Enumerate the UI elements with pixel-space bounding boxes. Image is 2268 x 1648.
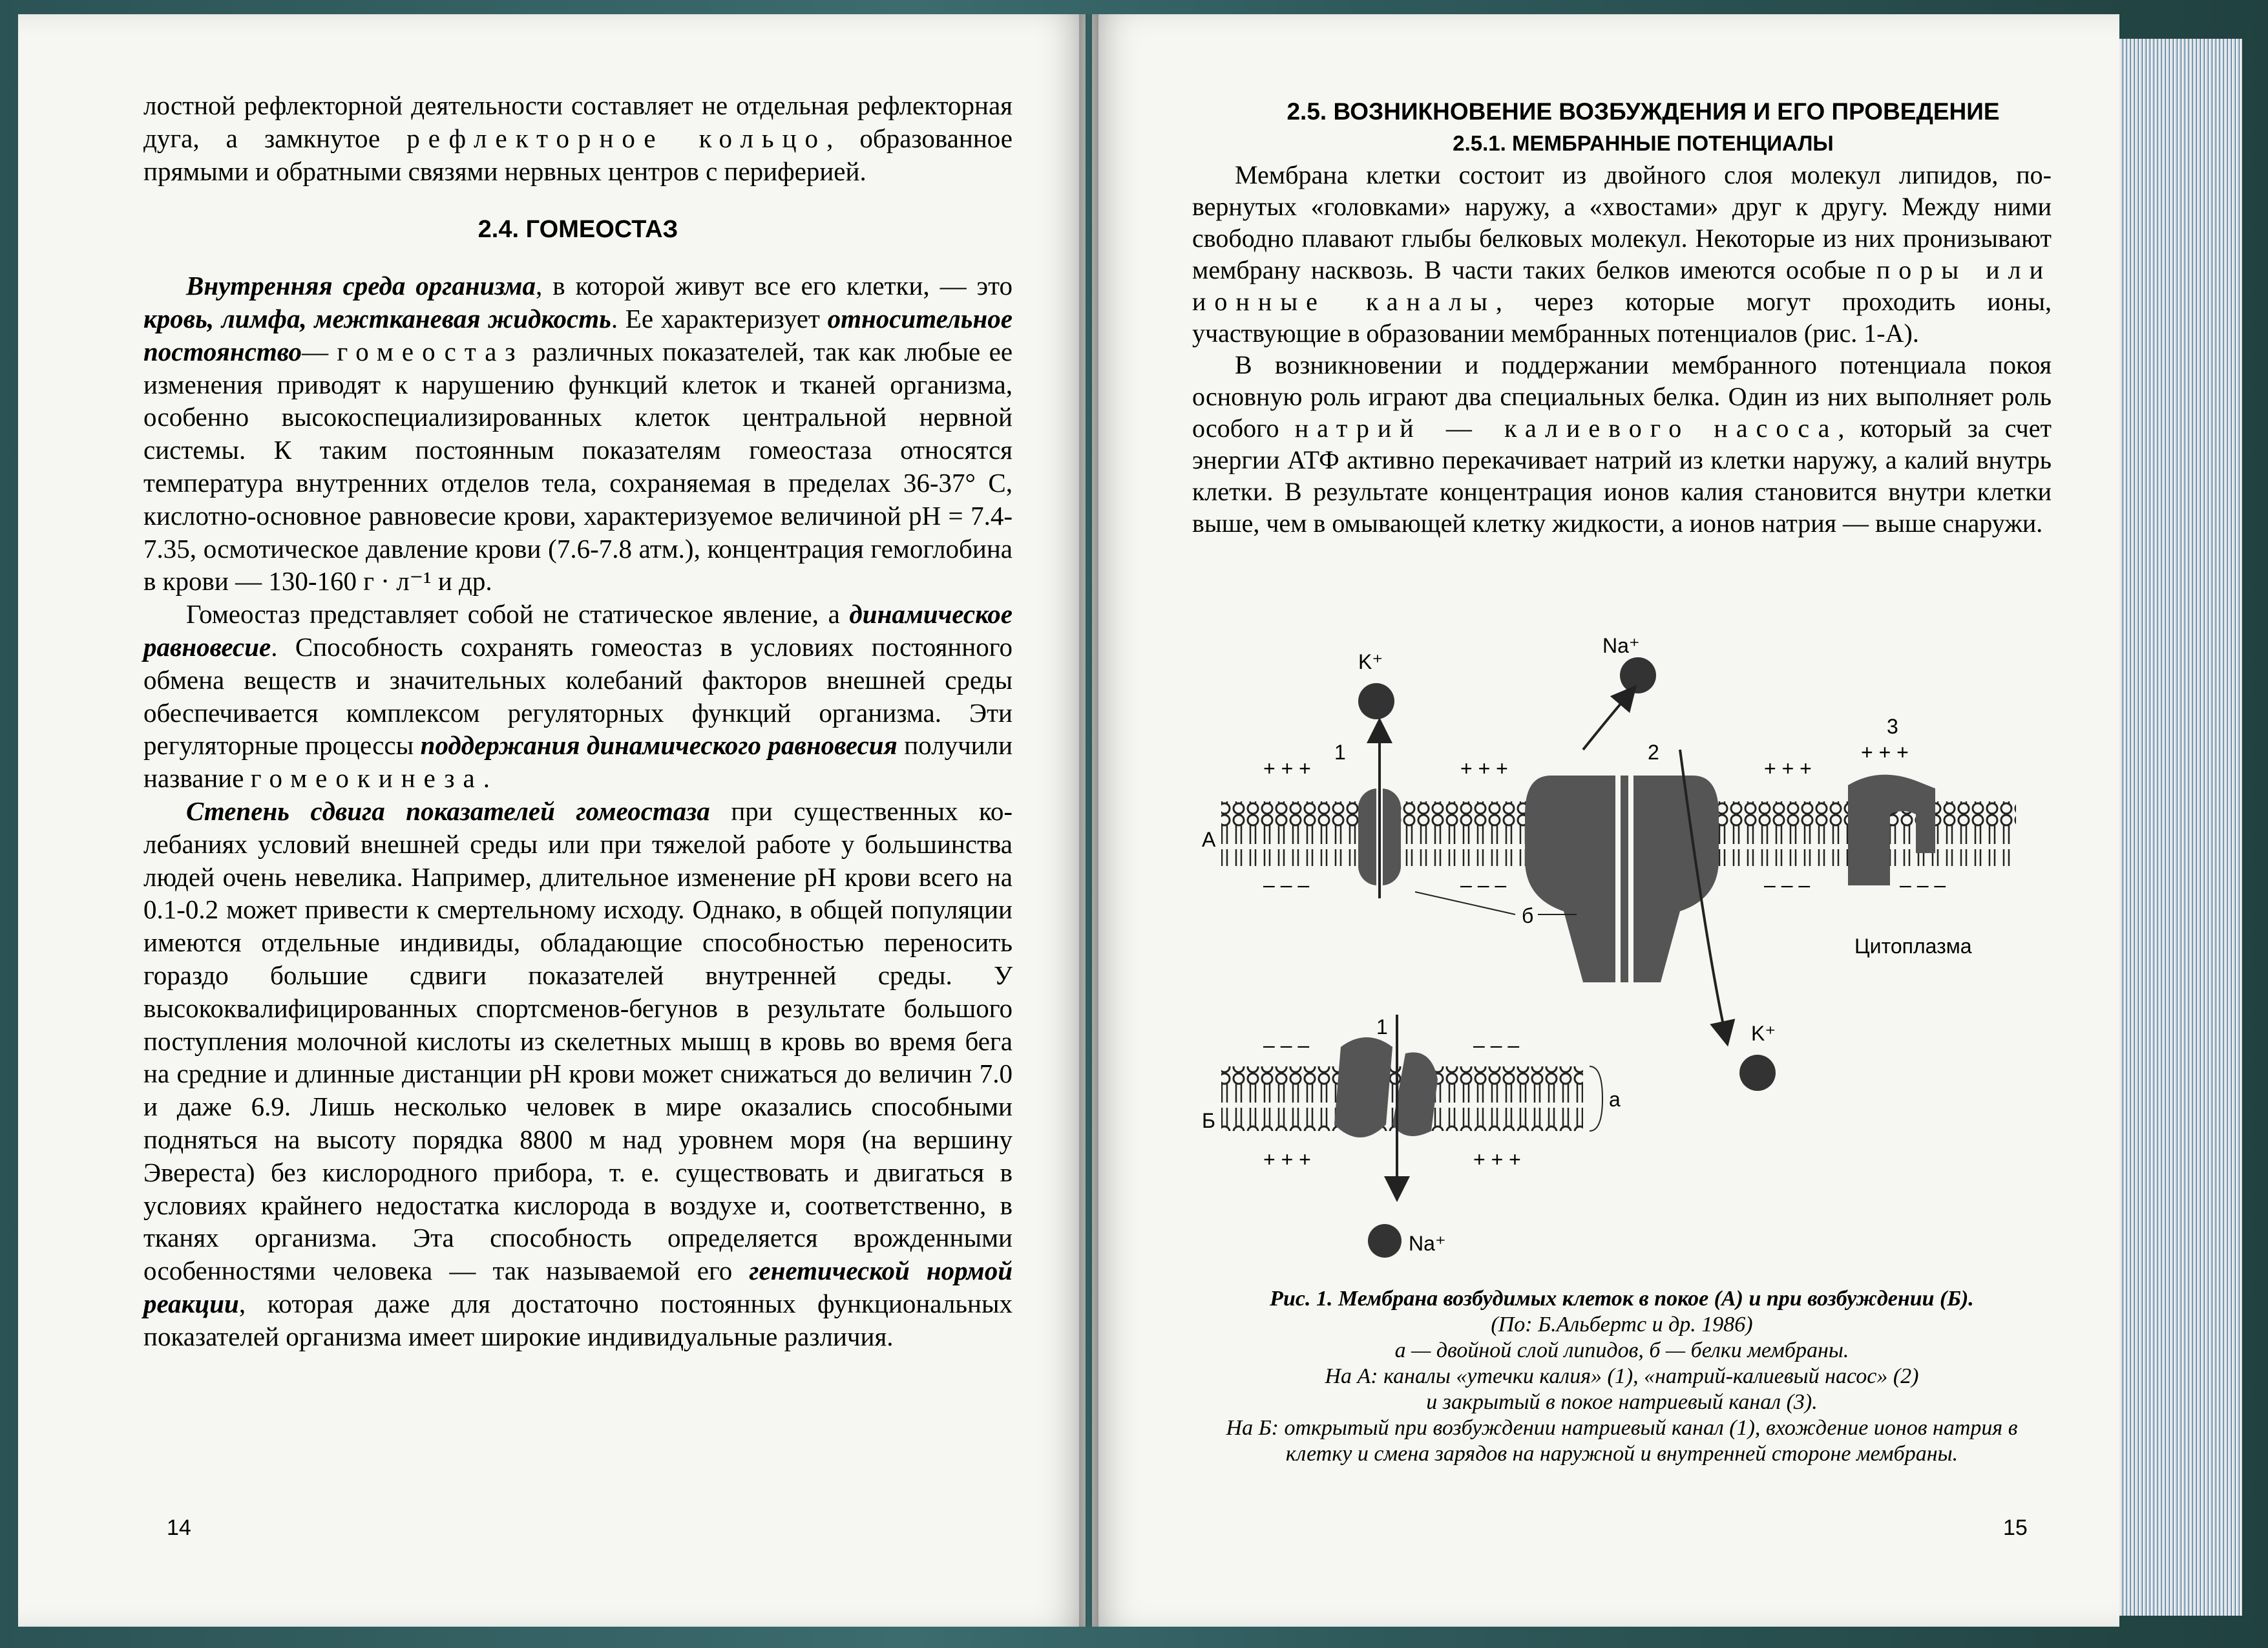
section-heading: 2.4. ГОМЕОСТАЗ (478, 216, 678, 244)
paragraph: Степень сдвига показателей гомеостаза при существенных колебаниях условий внешней среды или при тяжелой работе у большинства людей очень невелика. Например, длительное изменение pH крови всего на 0.1-0.2 может привести к смертельному исходу. Однако, в общей популяции имеются отдельные индивиды, обладающие способностью переносить гораздо большие сдвиги показателей внутренней среды. У высококвалифицированных спортсменов-бегунов в результате большого поступления молочной кислоты из скелетных мышц в кровь во время бега на средние и длинные дистанции pH крови может снижаться до величин 7.0 и даже 6.9. Лишь несколько человек в мире оказались способными подняться на высоту порядка 8800 м над уровнем моря (на вершину Эвереста) без кислородного прибора, т. е. существовать и двигаться в условиях крайнего недостатка кислорода в воздухе и, соответственно, в тканях организма. Эта способность определяется врожденными особенностями человека — так называемой его генетической нормой реакции, которая даже для достаточно постоянных функциональных показателей организма имеет широкие индивидуальные различия. (143, 796, 1013, 1351)
sodium-label: Na⁺ (1602, 634, 1640, 657)
paragraph: В возникновении и поддержании мембранного потенциала покоя основную роль играют два специальных белка. Один из них выполняет роль особого натрий — калиевого насоса, который за счет энергии АТФ активно перекачивает натрий из клетки наружу, а калий внутрь клетки. В результате концентрация ионов калия становится внутри клетки выше, чем в омывающей клетку жидкости, а ионов натрия — выше снаружи. (1192, 350, 2052, 538)
paragraph: Внутренняя среда организма, в которой живут все его клетки, — это кровь, лимфа, межтканевая жидкость. Ее характеризует относительное постоянство— гомеостаз различных показателей, так как любые ее изменения приводят к нарушению функций клеток и тканей организма, особенно высокоспециализированных клеток центральной нервной системы. К таким постоянным показателям гомеостаза относятся температура внутренних отделов тела, сохраняемая в пределах 36-37° С, кислотно-основное равновесие крови, характеризуемое величиной pH = 7.4-7.35, осмотическое давление крови (7.6-7.8 атм.), концентрация гемоглобина в крови — 130-160 г · л⁻¹ и др. (143, 271, 1013, 597)
potassium-ion (1739, 1055, 1776, 1091)
minus-charges: – – – (1473, 1033, 1520, 1057)
membrane-diagram (1189, 620, 2048, 1267)
membrane-figure (1189, 620, 2048, 1267)
open-sodium-channel (1334, 1037, 1392, 1137)
cytoplasm-label: Цитоплазма (1854, 935, 1972, 958)
minus-charges: – – – (1263, 873, 1310, 896)
sodium-ion (1368, 1224, 1402, 1258)
plus-charges: + + + (1263, 1148, 1311, 1171)
sodium-ion (1620, 657, 1656, 693)
page-number: 14 (167, 1516, 191, 1540)
plus-charges: + + + (1764, 757, 1812, 780)
left-page-text (143, 89, 1013, 1353)
caption-line: и закрытый в покое натриевый канал (3). (1426, 1390, 1818, 1414)
caption-line: На А: каналы «утечки калия» (1), «натрий-калиевый насос» (2) (1325, 1364, 1919, 1388)
caption-line: а — двойной слой липидов, б — белки мембраны. (1394, 1338, 1849, 1362)
potassium-label: K⁺ (1751, 1022, 1776, 1045)
minus-charges: – – – (1900, 873, 1946, 896)
caption-line: На Б: открытый при возбуждении натриевый канал (1), вхождение ионов натрия в клетку и смена зарядов на наружной и внутренней стороне мембраны. (1226, 1416, 2018, 1466)
caption-title: Рис. 1. Мембрана возбудимых клеток в покое (А) и при возбуждении (Б). (1270, 1287, 1974, 1311)
label-1b: 1 (1376, 1015, 1388, 1039)
section-heading: 2.5. ВОЗНИКНОВЕНИЕ ВОЗБУЖДЕНИЯ И ЕГО ПРОВЕДЕНИЕ (1286, 98, 2000, 125)
membrane-b (1202, 1015, 1621, 1258)
label-2: 2 (1648, 741, 1659, 764)
plus-charges: + + + (1263, 757, 1311, 780)
minus-charges: – – – (1460, 873, 1507, 896)
potassium-label: K⁺ (1358, 650, 1383, 673)
right-page-text (1192, 96, 2052, 539)
sodium-potassium-pump (1525, 776, 1719, 982)
plus-charges: + + + (1861, 741, 1909, 764)
membrane-a (1202, 634, 2016, 1091)
plus-charges: + + + (1473, 1148, 1521, 1171)
label-b: б (1522, 904, 1534, 927)
sodium-label: Na⁺ (1409, 1232, 1446, 1255)
paragraph: лостной рефлекторной деятельности составляет не отдельная рефлекторная дуга, а замкнутое рефлекторное кольцо, образованное прямыми и обратными связями нервных центров с периферией. (143, 90, 1013, 186)
label-1: 1 (1334, 741, 1346, 764)
label-b-panel: Б (1202, 1109, 1215, 1132)
caption-source: (По: Б.Альбертс и др. 1986) (1491, 1313, 1753, 1336)
page-number: 15 (2003, 1516, 2028, 1540)
paragraph: Мембрана клетки состоит из двойного слоя молекул липидов, повернутых «головками» наружу, а «хвостами» друг к другу. Между ними свободно плавают глыбы белковых молекул. Некоторые из них пронизывают мембрану насквозь. В части таких белков имеются особые поры или ионные каналы, через которые могут проходить ионы, участвующие в образовании мембранных потенциалов (рис. 1-А). (1192, 160, 2052, 348)
page-edges (2119, 39, 2242, 1616)
subsection-heading: 2.5.1. МЕМБРАННЫЕ ПОТЕНЦИАЛЫ (1453, 131, 1834, 155)
paragraph: Гомеостаз представляет собой не статическое явление, а динамическое равновесие. Способность сохранять гомеостаз в условиях постоянного обмена веществ и значительных колебаний факторов внешней среды обеспечивается комплексом регуляторных функций организма. Эти регуляторные процессы поддержания динамического равновесия получили название гомеокинеза. (143, 599, 1013, 794)
figure-caption (1195, 1286, 2048, 1467)
plus-charges: + + + (1460, 757, 1508, 780)
minus-charges: – – – (1263, 1033, 1310, 1057)
label-3: 3 (1887, 715, 1898, 738)
minus-charges: – – – (1764, 873, 1811, 896)
label-a: А (1202, 828, 1216, 851)
label-a-bilayer: а (1609, 1088, 1621, 1111)
potassium-ion (1358, 683, 1394, 719)
book-spine (1079, 14, 1098, 1627)
